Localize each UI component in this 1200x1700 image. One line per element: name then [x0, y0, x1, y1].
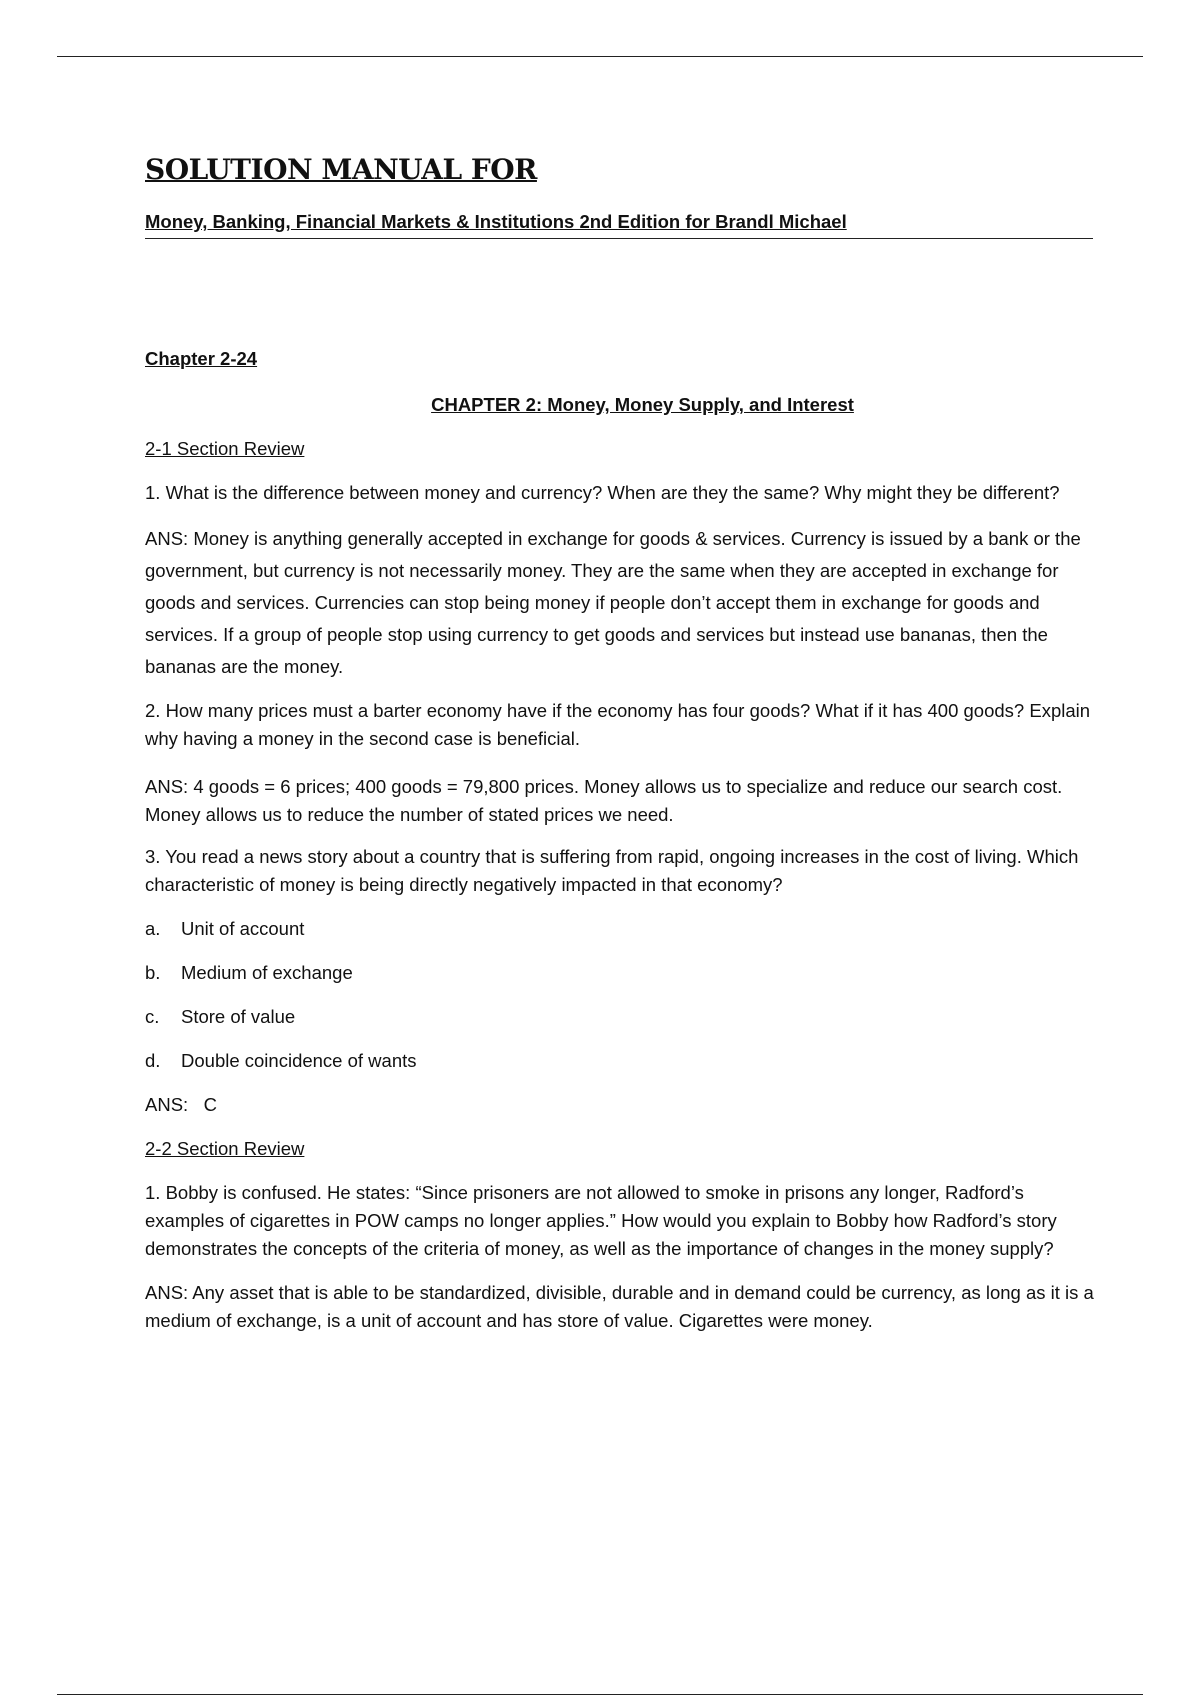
option-letter: b.	[145, 962, 161, 983]
option-text: Medium of exchange	[181, 962, 353, 983]
section-title-2-2: 2-2 Section Review	[145, 1138, 305, 1159]
option-c	[145, 1005, 1095, 1029]
answer-2-2-1: ANS: Any asset that is able to be standardized, divisible, durable and in demand could be currency, as long as it is a medium of exchange, is a unit of account and has store of value. Cigarettes were money.	[145, 1282, 1094, 1331]
option-d	[145, 1049, 1095, 1073]
top-rule	[57, 56, 1143, 57]
option-letter: c.	[145, 1006, 160, 1027]
section-title-2-1: 2-1 Section Review	[145, 438, 305, 459]
question-2-2-1: 1. Bobby is confused. He states: “Since prisoners are not allowed to smoke in prisons any longer, Radford’s examples of cigarettes in POW camps no longer applies.” How would you explain to Bobby how Radford’s story demonstrates the concepts of the criteria of money, as well as the importance of changes in the money supply?	[145, 1182, 1057, 1259]
option-letter: d.	[145, 1050, 161, 1071]
question-2-1-3: 3. You read a news story about a country that is suffering from rapid, ongoing increases in the cost of living. Which characteristic of money is being directly negatively impacted in that economy?	[145, 846, 1079, 895]
option-text: Unit of account	[181, 918, 305, 939]
option-text: Store of value	[181, 1006, 296, 1027]
chapter-range: Chapter 2-24	[145, 348, 258, 369]
question-2-1-1: 1. What is the difference between money and currency? When are they the same? Why might they be different?	[145, 482, 1060, 503]
option-a	[145, 917, 1095, 941]
question-2-1-2: 2. How many prices must a barter economy have if the economy has four goods? What if it has 400 goods? Explain why having a money in the second case is beneficial.	[145, 700, 1091, 749]
document-subtitle: Money, Banking, Financial Markets & Institutions 2nd Edition for Brandl Michael	[145, 211, 847, 232]
option-b	[145, 961, 1095, 985]
answer-2-1-1: ANS: Money is anything generally accepted in exchange for goods & services. Currency is issued by a bank or the government, but currency is not necessarily money. They are the same when they are accepted in exchange for goods and services. Currencies can stop being money if people don’t accept them in exchange for goods and services. If a group of people stop using currency to get goods and services but instead use bananas, then the bananas are the money.	[145, 528, 1081, 677]
option-text: Double coincidence of wants	[181, 1050, 417, 1071]
subtitle-rule	[145, 238, 1093, 239]
answer-2-1-3: ANS: C	[145, 1094, 217, 1115]
answer-2-1-2: ANS: 4 goods = 6 prices; 400 goods = 79,800 prices. Money allows us to specialize and reduce our search cost. Money allows us to reduce the number of stated prices we need.	[145, 776, 1063, 825]
option-letter: a.	[145, 918, 161, 939]
bottom-rule	[57, 1694, 1143, 1695]
document-title: SOLUTION MANUAL FOR	[145, 153, 537, 186]
document-body	[145, 150, 1095, 1335]
chapter-heading: CHAPTER 2: Money, Money Supply, and Interest	[431, 394, 854, 415]
